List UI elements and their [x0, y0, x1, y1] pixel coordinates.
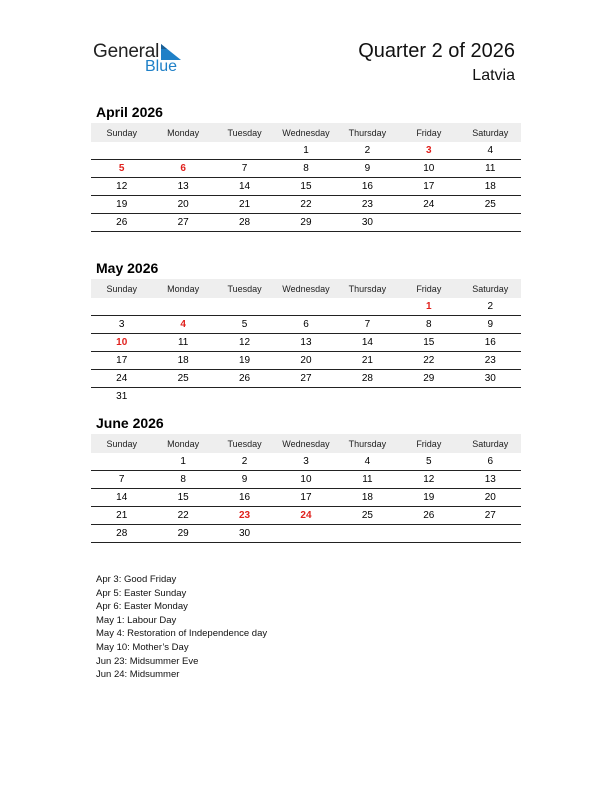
day-cell: 25	[460, 196, 521, 214]
day-cell: 17	[398, 178, 459, 196]
day-cell	[398, 525, 459, 543]
day-cell: 3	[398, 142, 459, 160]
day-cell: 7	[214, 160, 275, 178]
week-row	[91, 316, 521, 334]
weekday-header: Saturday	[460, 434, 521, 453]
holiday-entry: Apr 5: Easter Sunday	[96, 587, 187, 599]
day-cell: 2	[214, 453, 275, 471]
day-cell	[460, 214, 521, 232]
day-cell: 20	[152, 196, 213, 214]
weekday-header: Sunday	[91, 434, 152, 453]
day-cell: 30	[460, 370, 521, 388]
day-cell: 22	[152, 507, 213, 525]
holiday-entry: Jun 24: Midsummer	[96, 669, 180, 681]
month-title: April 2026	[96, 104, 163, 120]
day-cell: 6	[152, 160, 213, 178]
day-cell: 1	[398, 298, 459, 316]
day-cell: 10	[91, 334, 152, 352]
weekday-header: Saturday	[460, 123, 521, 142]
week-row	[91, 334, 521, 352]
week-row	[91, 142, 521, 160]
day-cell: 25	[337, 507, 398, 525]
day-cell	[91, 142, 152, 160]
day-cell: 12	[214, 334, 275, 352]
day-cell	[398, 388, 459, 406]
week-row	[91, 214, 521, 232]
day-cell: 21	[214, 196, 275, 214]
day-cell: 9	[460, 316, 521, 334]
day-cell: 31	[116, 391, 128, 402]
day-cell: 28	[337, 370, 398, 388]
day-cell: 19	[214, 352, 275, 370]
day-cell	[91, 453, 152, 471]
day-cell: 5	[398, 453, 459, 471]
month-title: June 2026	[96, 415, 164, 431]
day-cell: 26	[398, 507, 459, 525]
day-cell: 17	[275, 489, 336, 507]
logo-general-text: General	[93, 41, 160, 62]
day-cell: 18	[337, 489, 398, 507]
week-row	[91, 525, 521, 543]
holiday-list	[96, 573, 267, 682]
weekday-header: Wednesday	[275, 279, 336, 298]
day-cell: 4	[152, 316, 213, 334]
holiday-entry: May 4: Restoration of Independence day	[96, 628, 268, 640]
calendar-table	[91, 123, 521, 232]
weekday-header: Thursday	[337, 279, 398, 298]
weekday-header: Friday	[398, 123, 459, 142]
day-cell: 3	[91, 316, 152, 334]
day-cell: 23	[214, 507, 275, 525]
day-cell	[337, 298, 398, 316]
day-cell: 8	[152, 471, 213, 489]
day-cell	[460, 388, 521, 406]
day-cell: 21	[337, 352, 398, 370]
week-row	[91, 178, 521, 196]
day-cell: 14	[91, 489, 152, 507]
day-cell: 6	[460, 453, 521, 471]
holiday-entry: Apr 3: Good Friday	[96, 574, 177, 585]
day-cell: 15	[152, 489, 213, 507]
weekday-header: Thursday	[337, 123, 398, 142]
page-title: Quarter 2 of 2026	[358, 40, 515, 62]
day-cell	[91, 298, 152, 316]
day-cell: 7	[91, 471, 152, 489]
day-cell: 30	[214, 525, 275, 543]
day-cell: 29	[152, 525, 213, 543]
day-cell	[214, 142, 275, 160]
day-cell: 15	[275, 178, 336, 196]
day-cell	[398, 214, 459, 232]
day-cell: 26	[91, 214, 152, 232]
logo	[93, 38, 193, 82]
day-cell: 27	[460, 507, 521, 525]
day-cell: 16	[337, 178, 398, 196]
weekday-header-row	[91, 123, 521, 142]
day-cell	[275, 388, 336, 406]
day-cell	[152, 388, 213, 406]
day-cell: 13	[460, 471, 521, 489]
day-cell	[337, 525, 398, 543]
week-row	[91, 196, 521, 214]
weekday-header: Wednesday	[275, 123, 336, 142]
holiday-entry: Jun 23: Midsummer Eve	[96, 655, 199, 667]
week-row	[91, 507, 521, 525]
day-cell: 14	[214, 178, 275, 196]
weekday-header: Friday	[398, 434, 459, 453]
weekday-header: Monday	[152, 279, 213, 298]
day-cell: 27	[152, 214, 213, 232]
day-cell: 20	[275, 352, 336, 370]
week-row	[91, 352, 521, 370]
week-row	[91, 453, 521, 471]
holiday-entry: May 1: Labour Day	[96, 614, 177, 626]
day-cell: 22	[398, 352, 459, 370]
day-cell: 22	[275, 196, 336, 214]
day-cell: 23	[337, 196, 398, 214]
day-cell: 29	[275, 214, 336, 232]
day-cell: 2	[337, 142, 398, 160]
month-may	[91, 258, 521, 405]
day-cell: 7	[337, 316, 398, 334]
day-cell: 9	[214, 471, 275, 489]
day-cell: 25	[152, 370, 213, 388]
day-cell: 20	[460, 489, 521, 507]
day-cell	[214, 298, 275, 316]
day-cell: 18	[460, 178, 521, 196]
day-cell: 10	[275, 471, 336, 489]
day-cell: 4	[460, 142, 521, 160]
day-cell: 26	[214, 370, 275, 388]
day-cell: 8	[275, 160, 336, 178]
day-cell: 4	[337, 453, 398, 471]
day-cell: 12	[398, 471, 459, 489]
weekday-header: Wednesday	[275, 434, 336, 453]
day-cell: 16	[460, 334, 521, 352]
day-cell	[460, 525, 521, 543]
day-cell: 18	[152, 352, 213, 370]
weekday-header: Tuesday	[214, 123, 275, 142]
day-cell: 6	[275, 316, 336, 334]
weekday-header: Monday	[152, 123, 213, 142]
holiday-entry: Apr 6: Easter Monday	[96, 601, 188, 613]
week-row	[91, 388, 521, 406]
country-name: Latvia	[472, 67, 515, 84]
day-cell: 1	[152, 453, 213, 471]
day-cell: 24	[275, 507, 336, 525]
day-cell: 19	[398, 489, 459, 507]
day-cell: 13	[152, 178, 213, 196]
week-row	[91, 489, 521, 507]
day-cell: 23	[460, 352, 521, 370]
day-cell: 13	[275, 334, 336, 352]
day-cell: 30	[337, 214, 398, 232]
holiday-entry: May 10: Mother’s Day	[96, 641, 189, 653]
day-cell: 11	[460, 160, 521, 178]
weekday-header: Friday	[398, 279, 459, 298]
day-cell: 12	[91, 178, 152, 196]
day-cell	[152, 142, 213, 160]
day-cell: 19	[91, 196, 152, 214]
week-row	[91, 370, 521, 388]
day-cell: 28	[214, 214, 275, 232]
day-cell: 15	[398, 334, 459, 352]
weekday-header-row	[91, 434, 521, 453]
day-cell: 16	[214, 489, 275, 507]
calendar-table	[91, 434, 521, 543]
day-cell: 17	[91, 352, 152, 370]
day-cell	[214, 388, 275, 406]
day-cell: 5	[214, 316, 275, 334]
weekday-header: Tuesday	[214, 279, 275, 298]
weekday-header: Thursday	[337, 434, 398, 453]
day-cell: 8	[398, 316, 459, 334]
day-cell: 14	[337, 334, 398, 352]
day-cell: 3	[275, 453, 336, 471]
day-cell	[275, 525, 336, 543]
week-row	[91, 298, 521, 316]
day-cell: 29	[398, 370, 459, 388]
weekday-header: Monday	[152, 434, 213, 453]
day-cell: 2	[460, 298, 521, 316]
day-cell	[152, 298, 213, 316]
day-cell: 11	[337, 471, 398, 489]
weekday-header: Sunday	[91, 123, 152, 142]
week-row	[91, 471, 521, 489]
day-cell: 27	[275, 370, 336, 388]
day-cell: 24	[91, 370, 152, 388]
logo-blue-text: Blue	[145, 58, 178, 75]
day-cell: 21	[91, 507, 152, 525]
day-cell	[337, 388, 398, 406]
weekday-header: Saturday	[460, 279, 521, 298]
day-cell: 9	[337, 160, 398, 178]
day-cell: 28	[91, 525, 152, 543]
day-cell: 5	[91, 160, 152, 178]
weekday-header: Tuesday	[214, 434, 275, 453]
calendar-table	[91, 279, 521, 405]
day-cell: 10	[398, 160, 459, 178]
week-row	[91, 160, 521, 178]
month-april	[91, 102, 521, 232]
day-cell: 1	[275, 142, 336, 160]
day-cell: 24	[398, 196, 459, 214]
day-cell: 11	[152, 334, 213, 352]
day-cell	[275, 298, 336, 316]
weekday-header-row	[91, 279, 521, 298]
month-title: May 2026	[96, 260, 159, 276]
month-june	[91, 413, 521, 543]
weekday-header: Sunday	[91, 279, 152, 298]
